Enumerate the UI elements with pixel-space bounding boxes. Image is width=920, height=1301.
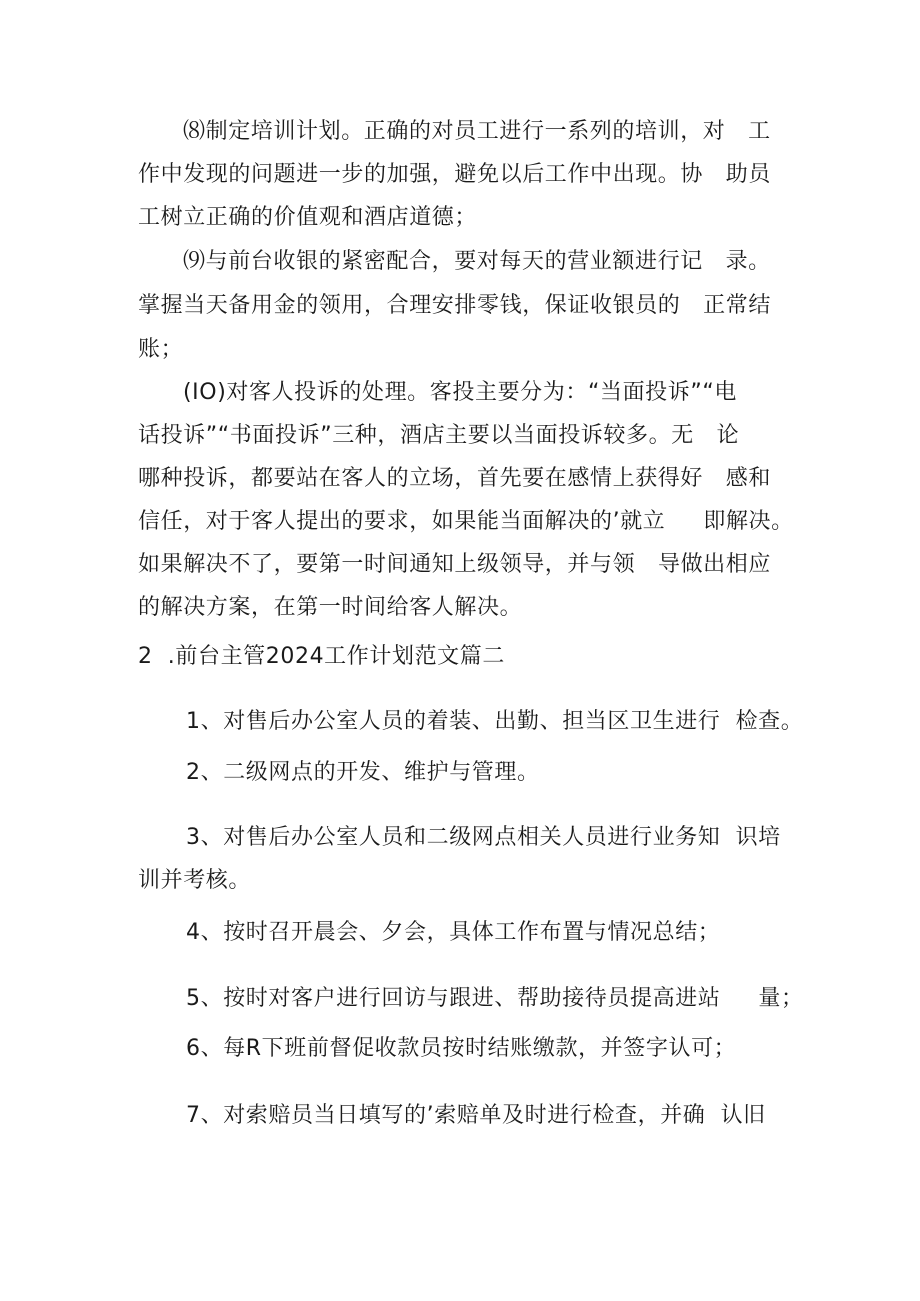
- paragraph-10-line-2: 话投诉”“书面投诉”三种，酒店主要以当面投诉较多。无 论: [138, 423, 740, 448]
- paragraph-10-line-6: 的解决方案，在第一时间给客人解决。: [138, 595, 523, 620]
- paragraph-10-line-5: 如果解决不了，要第一时间通知上级领导，并与领 导做出相应: [138, 552, 771, 577]
- list-item-4: 4、按时召开晨会、夕会，具体工作布置与情况总结；: [186, 920, 721, 945]
- list-item-3-line-1: 3、对售后办公室人员和二级网点相关人员进行业务知 识培: [186, 825, 781, 850]
- list-item-5: 5、按时对客户进行回访与跟进、帮助接待员提高进站 量；: [186, 986, 804, 1011]
- paragraph-10-line-4: 信任，对于客人提出的要求，如果能当面解决的’就立 即解决。: [138, 509, 794, 534]
- list-item-7: 7、对索赔员当日填写的’索赔单及时进行检查，并确 认旧: [186, 1103, 766, 1128]
- paragraph-8-line-1: ⑻制定培训计划。正确的对员工进行一系列的培训，对 工: [183, 119, 771, 144]
- list-item-2: 2、二级网点的开发、维护与管理。: [186, 760, 540, 785]
- paragraph-9-line-2: 掌握当天备用金的领用，合理安排零钱，保证收银员的 正常结: [138, 293, 771, 318]
- list-item-6: 6、每R下班前督促收款员按时结账缴款，并签字认可；: [186, 1036, 737, 1061]
- paragraph-10-line-3: 哪种投诉，都要站在客人的立场，首先要在感情上获得好 感和: [138, 466, 771, 491]
- paragraph-8-line-2: 作中发现的问题进一步的加强，避免以后工作中出现。协 助员: [138, 162, 771, 187]
- paragraph-10-line-1: (IO)对客人投诉的处理。客投主要分为：“当面投诉”“电: [183, 380, 737, 405]
- section-heading: 2 .前台主管2024工作计划范文篇二: [138, 644, 505, 669]
- list-item-1: 1、对售后办公室人员的着装、出勤、担当区卫生进行 检查。: [186, 709, 804, 734]
- paragraph-8-line-3: 工树立正确的价值观和酒店道德；: [138, 205, 478, 230]
- paragraph-9-line-1: ⑼与前台收银的紧密配合，要对每天的营业额进行记 录。: [183, 249, 771, 274]
- paragraph-9-line-3: 账；: [138, 337, 184, 362]
- list-item-3-line-2: 训并考核。: [138, 868, 252, 893]
